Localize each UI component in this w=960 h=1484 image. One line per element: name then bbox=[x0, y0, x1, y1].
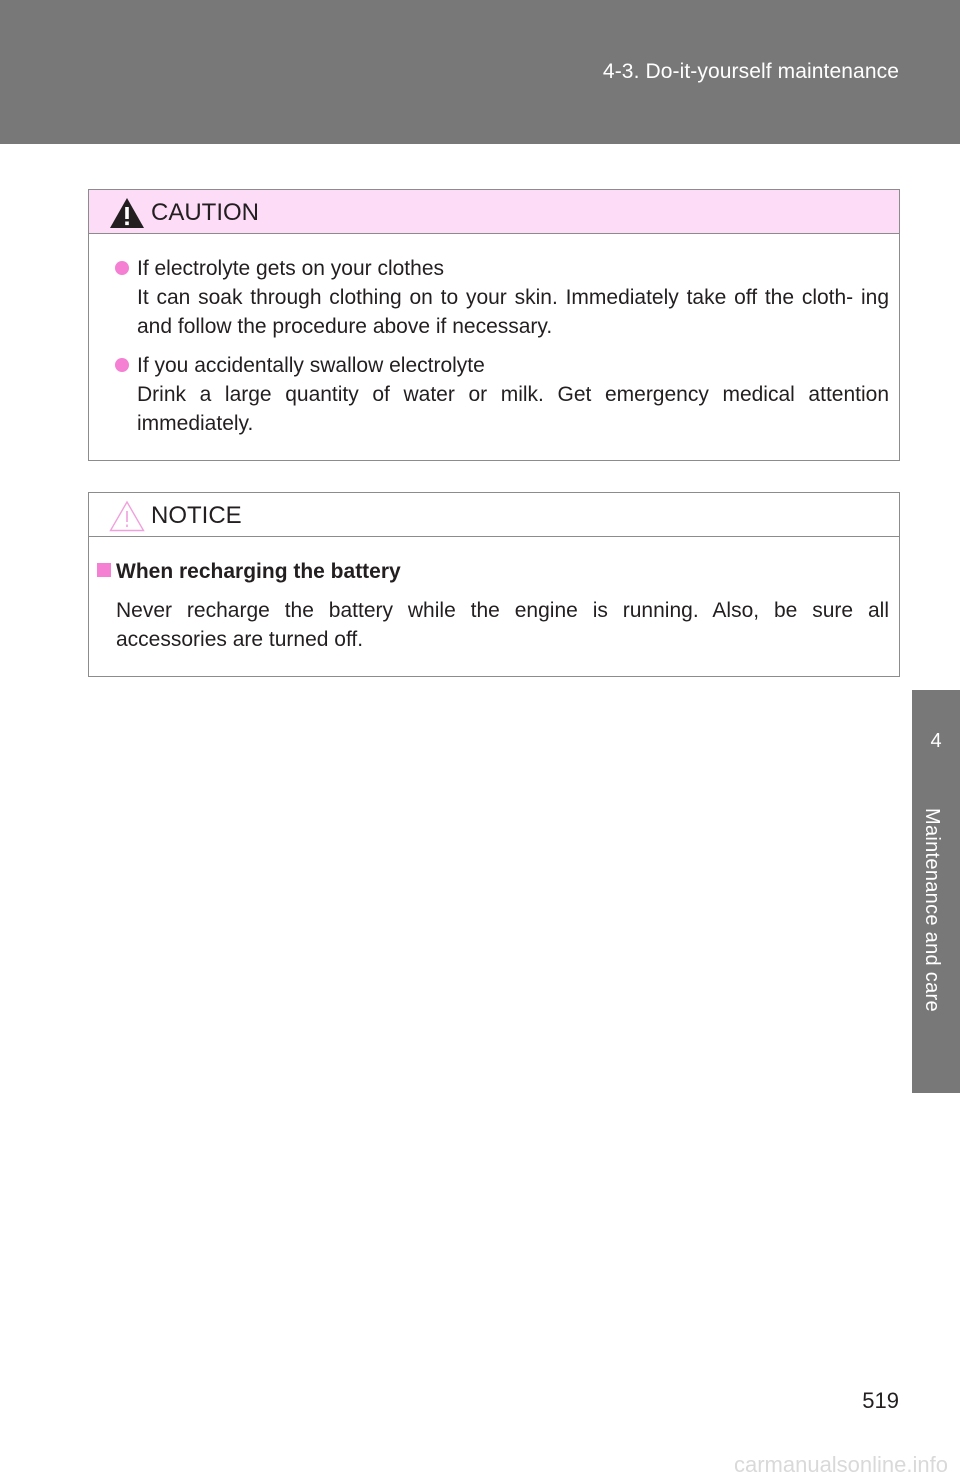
chapter-tab-number[interactable] bbox=[912, 690, 960, 793]
caution-body bbox=[89, 234, 899, 438]
bullet-square-icon bbox=[97, 563, 111, 577]
notice-item-title: When recharging the battery bbox=[116, 560, 401, 583]
caution-box bbox=[88, 189, 900, 461]
caution-title: CAUTION bbox=[151, 199, 259, 226]
notice-box bbox=[88, 492, 900, 677]
header-bar bbox=[0, 0, 960, 144]
caution-item-title: If electrolyte gets on your clothes bbox=[137, 257, 444, 280]
notice-item bbox=[89, 557, 889, 654]
caution-item-text: Drink a large quantity of water or milk. Get emergency medical attention immediately. bbox=[137, 383, 889, 435]
caution-item bbox=[89, 254, 889, 341]
section-title: 4-3. Do-it-yourself maintenance bbox=[602, 60, 899, 83]
bullet-dot-icon bbox=[115, 261, 129, 275]
bullet-dot-icon bbox=[115, 358, 129, 372]
warning-triangle-outline-icon bbox=[109, 500, 145, 532]
chapter-label: Maintenance and care bbox=[921, 808, 943, 1012]
watermark: carmanualsonline.info bbox=[733, 1452, 948, 1477]
notice-title: NOTICE bbox=[151, 502, 242, 529]
warning-triangle-icon bbox=[109, 197, 145, 229]
chapter-number: 4 bbox=[930, 730, 942, 752]
caution-header bbox=[89, 190, 899, 234]
notice-item-text: Never recharge the battery while the engine is running. Also, be sure all accessories are turned off. bbox=[116, 599, 889, 651]
caution-item-text: It can soak through clothing on to your skin. Immediately take off the cloth- ing and follow the procedure above if necessary. bbox=[137, 286, 889, 338]
notice-header bbox=[89, 493, 899, 537]
notice-body bbox=[89, 537, 899, 654]
caution-item-title: If you accidentally swallow electrolyte bbox=[137, 354, 485, 377]
page-number: 519 bbox=[862, 1388, 899, 1413]
caution-item bbox=[89, 351, 889, 438]
